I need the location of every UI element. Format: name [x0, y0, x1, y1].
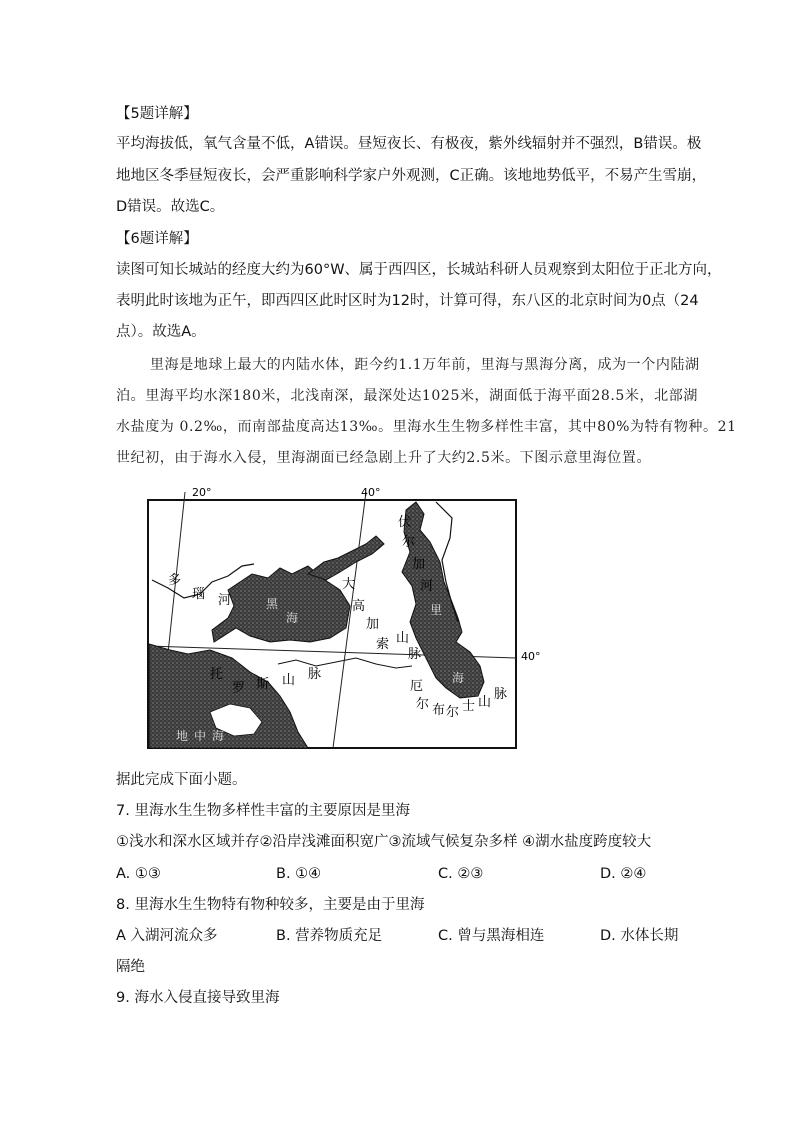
q5-line-2: 地地区冬季昼短夜长，会严重影响科学家户外观测，C正确。该地地势低平，不易产生雪崩， — [116, 168, 707, 184]
q6-line-1: 读图可知长城站的经度大约为60°W、属于西四区，长城站科研人员观察到太阳位于正北方向， — [116, 262, 722, 278]
mediterranean-char-3: 海 — [212, 729, 225, 743]
caucasus-char-5: 山 — [396, 631, 410, 646]
q7-items: ①浅水和深水区域并存②沿岸浅滩面积宽广③流域气候复杂多样 ④湖水盐度跨度较大 — [116, 834, 652, 850]
passage-line-2: 泊。里海平均水深180米，北浅南深，最深处达1025米，湖面低于海平面28.5米，北部湖 — [116, 388, 698, 404]
q5-header: 【5题详解】 — [116, 106, 198, 122]
passage-line-4: 世纪初，由于海水入侵，里海湖面已经急剧上升了大约2.5米。下图示意里海位置。 — [116, 450, 652, 466]
caucasus-char-3: 加 — [366, 617, 380, 632]
q6-header: 【6题详解】 — [116, 231, 198, 247]
after-map-text: 据此完成下面小题。 — [116, 772, 247, 788]
q6-line-3: 点）。故选A。 — [116, 324, 206, 340]
volga-char-2: 尔 — [402, 535, 416, 550]
elburz-char-7: 脉 — [494, 687, 508, 702]
black-sea-char-1: 黑 — [266, 597, 279, 611]
elburz-char-6: 山 — [478, 695, 492, 710]
taurus-char-3: 斯 — [256, 677, 270, 692]
taurus-char-2: 罗 — [232, 681, 246, 696]
q8-option-d-wrap: 隔绝 — [116, 959, 145, 975]
q8-option-d[interactable]: D. 水体长期 — [600, 928, 679, 944]
q9-stem: 9. 海水入侵直接导致里海 — [116, 990, 280, 1006]
q8-option-b[interactable]: B. 营养物质充足 — [276, 928, 383, 944]
taurus-char-5: 脉 — [308, 667, 322, 682]
volga-char-1: 伏 — [398, 515, 412, 530]
taurus-char-1: 托 — [210, 667, 224, 682]
caspian-location-map — [140, 482, 560, 754]
mediterranean-char-1: 地 — [176, 729, 189, 743]
q8-option-a[interactable]: A 入湖河流众多 — [116, 928, 218, 944]
passage-line-1: 里海是地球上最大的内陆水体，距今约1.1万年前，里海与黑海分离，成为一个内陆湖 — [150, 357, 700, 373]
q8-stem: 8. 里海水生生物特有物种较多，主要是由于里海 — [116, 897, 425, 913]
elburz-char-2: 尔 — [416, 697, 430, 712]
taurus-char-4: 山 — [282, 673, 296, 688]
mediterranean-char-2: 中 — [194, 729, 207, 743]
q7-option-c[interactable]: C. ②③ — [438, 866, 484, 882]
q7-option-b[interactable]: B. ①④ — [276, 866, 322, 882]
danube-char-1: 多 — [168, 573, 182, 588]
lon-20-label: 20° — [192, 486, 212, 499]
q6-line-2: 表明此时该地为正午，即西四区此时区时为12时，计算可得，东八区的北京时间为0点（24 — [116, 293, 699, 309]
q8-option-c[interactable]: C. 曾与黑海相连 — [438, 928, 545, 944]
elburz-char-5: 士 — [462, 699, 476, 714]
caspian-sea-char-1: 里 — [430, 603, 443, 617]
caucasus-char-1: 大 — [342, 577, 356, 592]
q5-line-1: 平均海拔低，氧气含量不低，A错误。昼短夜长、有极夜，紫外线辐射并不强烈，B错误。极 — [116, 136, 702, 152]
passage-line-3: 水盐度为 0.2‰，而南部盐度高达13‰。里海水生生物多样性丰富，其中80%为特有物种。21 — [116, 419, 737, 435]
lon-40-label: 40° — [361, 486, 381, 499]
lat-40-label: 40° — [521, 650, 541, 663]
black-sea-char-2: 海 — [286, 611, 299, 625]
danube-char-3: 河 — [218, 593, 232, 608]
q7-stem: 7. 里海水生生物多样性丰富的主要原因是里海 — [116, 803, 410, 819]
elburz-char-4: 尔 — [446, 705, 460, 720]
volga-char-4: 河 — [420, 579, 434, 594]
elburz-char-1: 厄 — [410, 679, 424, 694]
elburz-char-3: 布 — [432, 703, 446, 718]
caucasus-char-2: 高 — [352, 599, 366, 614]
caucasus-char-6: 脉 — [408, 647, 422, 662]
caspian-sea-char-2: 海 — [452, 671, 465, 685]
volga-char-3: 加 — [412, 557, 426, 572]
danube-char-2: 瑙 — [192, 587, 206, 602]
q7-option-a[interactable]: A. ①③ — [116, 866, 161, 882]
q7-option-d[interactable]: D. ②④ — [600, 866, 647, 882]
caucasus-char-4: 索 — [376, 637, 390, 652]
q5-line-3: D错误。故选C。 — [116, 199, 225, 215]
